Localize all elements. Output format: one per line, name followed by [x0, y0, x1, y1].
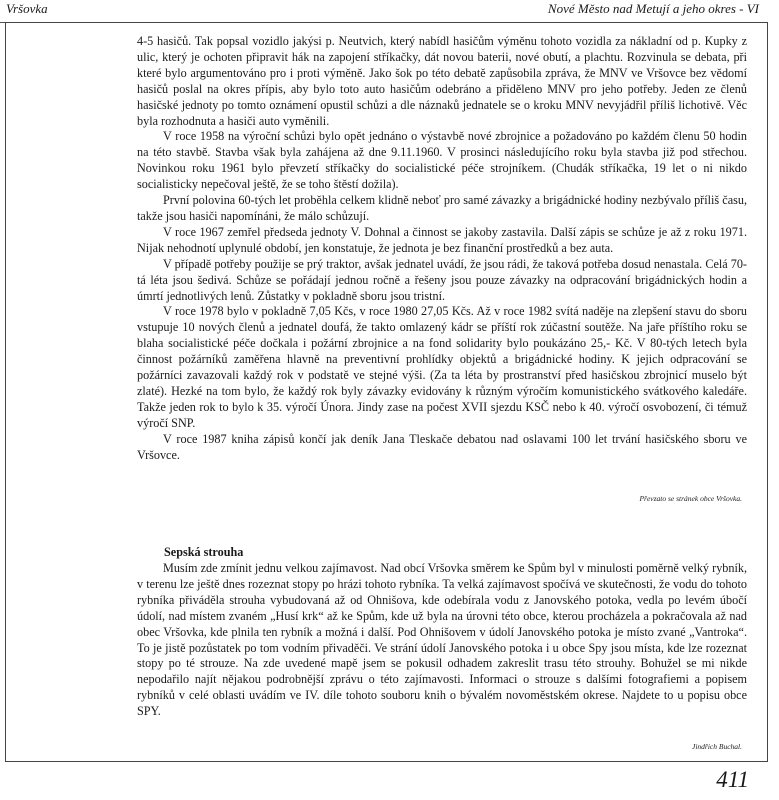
- section-heading: Sepská strouha: [164, 545, 244, 559]
- page-number: 411: [716, 767, 749, 792]
- paragraph: 4-5 hasičů. Tak popsal vozidlo jakýsi p. Neutvich, který nabídl hasičům výměnu tohoto vozidla za nákladní od p. Kupky z ulic, který je ochoten připravit hák na zapojení stříkačky, dát novou baterii, nové obutí, a plachtu. Rozvinula se debata, při které bylo argumentováno pro i proti výměně. Jako šok po této debatě zapůsobila zpráva, že MNV ve Vršovce bez vědomí hasičů poslal na okres přípis, aby bylo toto auto hasičům odebráno a přiděleno MNV pro jeho potřeby. Jeden ze členů hasičské jednoty po tomto oznámení opustil schůzi a dle náznaků jednatele se o kroku MNV nevyjádřil příliš lichotivě. Věc byla rozhodnuta a hasiči auto vyměnili.: [137, 34, 747, 128]
- article-fire-brigade-body: [137, 34, 747, 463]
- paragraph: V případě potřeby použije se prý traktor, avšak jednatel uvádí, že jsou rádi, že taková potřeba dosud nenastala. Celá 70-tá léta jsou šedivá. Schůze se pořádají jednou ročně a řešeny jsou pouze závazky na odpracování brigádnických hodin a úmrtí jednotlivých lenů. Zůstatky v pokladně sboru jsou tristní.: [137, 256, 747, 303]
- source-note: Převzato se stránek obce Vršovka.: [639, 494, 742, 503]
- paragraph: První polovina 60-tých let proběhla celkem klidně neboť pro samé závazky a brigádnické hodiny nezbývalo příliš času, takže jsou hasiči napomínáni, že málo schůzují.: [137, 193, 747, 223]
- paragraph: V roce 1978 bylo v pokladně 7,05 Kčs, v roce 1980 27,05 Kčs. Až v roce 1982 svítá naděje na zlepšení stavu do sboru vstupuje 10 nových členů a jednatel doufá, že takto omlazený kádr se příští rok zúčastní soutěže. Na jaře příštího roku se blaha socialistické péče dočkala i požární zbrojnice a na fond solidarity bylo poukázáno 25,- Kč. V 80-tých letech byla činnost požárníků zaměřena hlavně na preventivní prohlídky objektů a brigádnické hodiny. K jejich odpracování se požárníci zavazovali každý rok v podstatě ve stejné výši. (Za ta léta by prostranství před hasičskou zbrojnicí muselo být zlaté). Hezké na tom bylo, že každý rok byly závazky evidovány k různým výročím komunistického svátkového kaledáře. Takže jeden rok to bylo k 35. výročí Února. Jindy zase na počest XVII sjezdu KSČ nebo k 40. výročí osvobození, či témuž výročí SNP.: [137, 304, 747, 430]
- author-signature: Jindřich Buchal.: [692, 742, 742, 751]
- running-header-left: Vršovka: [6, 1, 48, 16]
- article-strouha-body: [137, 561, 747, 720]
- paragraph: Musím zde zmínit jednu velkou zajímavost. Nad obcí Vršovka směrem ke Spům byl v minulosti poměrně velký rybník, v terenu lze ještě dnes rozeznat stopy po hrázi tohoto rybníka. Ta velká zajímavost spočívá ve skutečnosti, že vodu do tohoto rybníka přiváděla strouha vybudovaná až od Ohnišova, kde odebírala vodu z Janovského potoka, vedla po levém úbočí údolí, nad místem zvaném „Husí krk“ až ke Spům, kde už byla na úrovni této obce, kterou procházela a pokračovala až nad obec Vršovka, kde plnila ten rybník a možná i další. Pod Ohnišovem v údolí Janovského potoka je místo zvané „Vantroka“. To je jistě pozůstatek po tom vodním přivaděči. Ve strání údolí Janovského potoka i u obce Spy jsou místa, kde lze rozeznat stopy po té strouze. Na zde uvedené mapě jsem se pokusil odhadem zakreslit trasu této strouhy. Bohužel se mi nikde nepodařilo najít nějakou podrobnější zprávu o této zajímavosti. Informaci o strouze s dalšími fotografiemi a popisem rybníků v celé oblasti uvádím ve IV. díle tohoto souboru knih o bývalém novoměstském okrese. Najdete to u popisu obce SPY.: [137, 561, 747, 719]
- paragraph: V roce 1967 zemřel předseda jednoty V. Dohnal a činnost se jakoby zastavila. Další zápis se schůze je až z roku 1971. Nijak nehodnotí uplynulé období, jen konstatuje, že jednota je bez finanční prostředků a bez auta.: [137, 224, 747, 255]
- running-header-right: Nové Město nad Metují a jeho okres - VI: [547, 1, 759, 16]
- paragraph: V roce 1987 kniha zápisů končí jak deník Jana Tleskače debatou nad oslavami 100 let trvání hasičského sboru ve Vršovce.: [137, 431, 747, 462]
- paragraph: V roce 1958 na výroční schůzi bylo opět jednáno o výstavbě nové zbrojnice a požadováno po každém členu 50 hodin na této stavbě. Stavba však byla zahájena až dne 9.11.1960. V prosinci následujícího roku byla stavba již pod střechou. Novinkou roku 1961 bylo převzetí stříkačky do socialistické péče strojníkem. (Chudák stříkačka, 19 let o ni nikdo socialisticky nepečoval ještě, že se toho štěstí dožila).: [137, 129, 747, 192]
